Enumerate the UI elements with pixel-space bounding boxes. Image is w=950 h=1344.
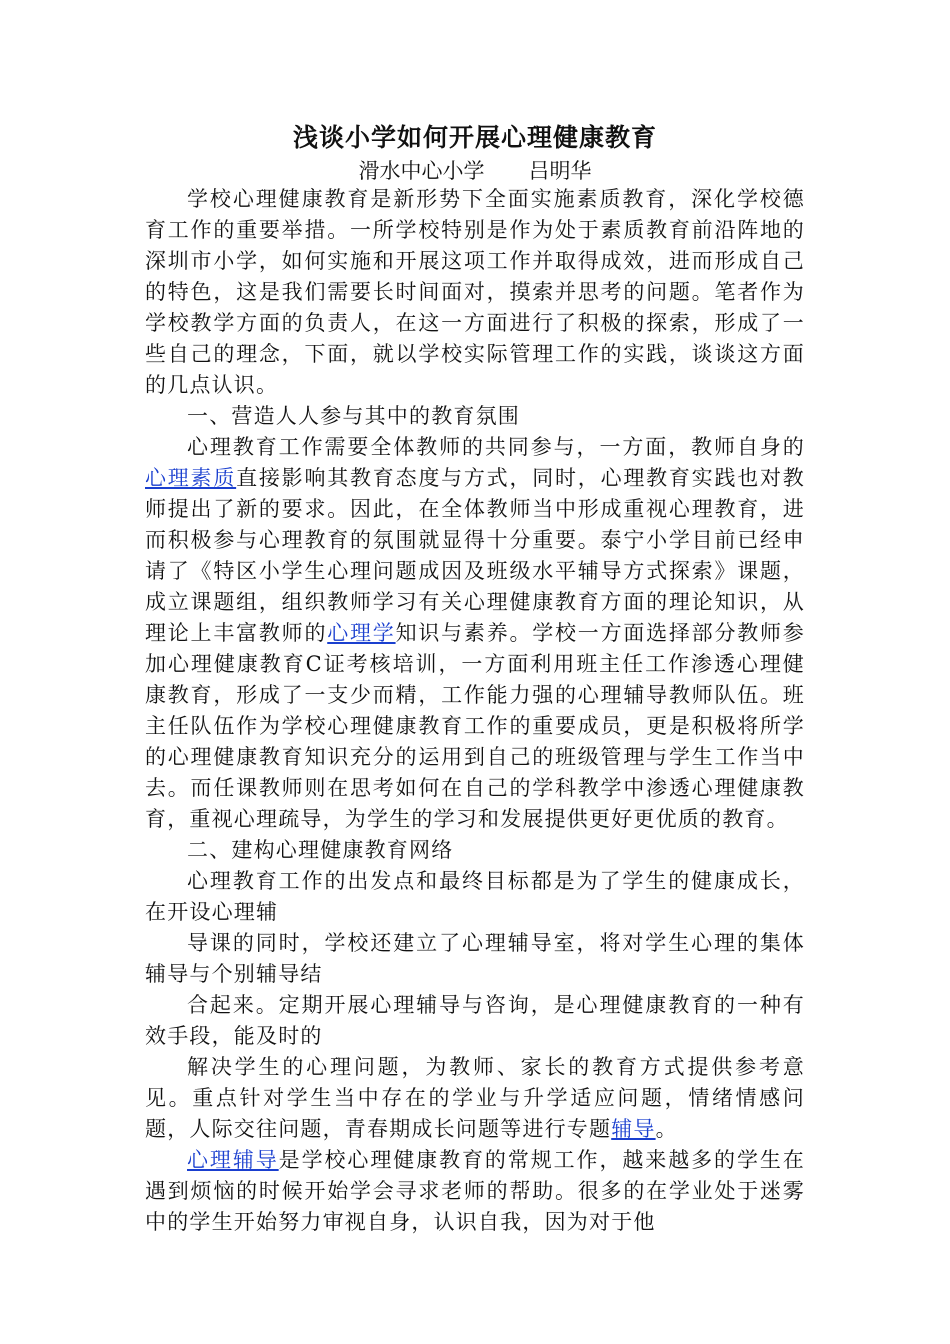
intro-paragraph: 学校心理健康教育是新形势下全面实施素质教育，深化学校德育工作的重要举措。一所学校特别是作为处于素质教育前沿阵地的深圳市小学，如何实施和开展这项工作并取得成效，进而形成自己的特色，这是我们需要长时间面对，摸索并思考的问题。笔者作为学校教学方面的负责人，在这一方面进行了积极的探索，形成了一些自己的理念，下面，就以学校实际管理工作的实践，谈谈这方面的几点认识。 xyxy=(145,187,805,397)
author-name: 吕明华 xyxy=(528,159,592,183)
section2-paragraph-5 xyxy=(145,1145,805,1238)
section1-text-a: 心理教育工作需要全体教师的共同参与，一方面，教师自身的 xyxy=(187,435,805,459)
section-heading-1: 一、营造人人参与其中的教育氛围 xyxy=(187,404,520,428)
section2-paragraph-2: 导课的同时，学校还建立了心理辅导室，将对学生心理的集体辅导与个别辅导结 xyxy=(145,931,805,986)
author-school: 滑水中心小学 xyxy=(358,159,485,183)
section2-p4-text: 解决学生的心理问题，为教师、家长的教育方式提供参考意见。重点针对学生当中存在的学业与升学适应问题，情绪情感问题，人际交往问题，青春期成长问题等进行专题 xyxy=(145,1055,805,1141)
section2-paragraph-4 xyxy=(145,1052,805,1145)
section2-paragraph-1: 心理教育工作的出发点和最终目标都是为了学生的健康成长，在开设心理辅 xyxy=(145,869,805,924)
document-page xyxy=(145,118,805,1238)
section2-p4-end: 。 xyxy=(655,1117,678,1141)
section2-paragraph-3: 合起来。定期开展心理辅导与咨询，是心理健康教育的一种有效手段，能及时的 xyxy=(145,993,805,1048)
link-psychological-quality[interactable]: 心理素质 xyxy=(145,466,237,490)
document-title: 浅谈小学如何开展心理健康教育 xyxy=(292,123,657,152)
link-psychological-counseling[interactable]: 心理辅导 xyxy=(187,1148,279,1172)
section1-paragraph xyxy=(145,432,805,835)
section2-p5-text: 是学校心理健康教育的常规工作，越来越多的学生在遇到烦恼的时候开始学会寻求老师的帮助。很多的在学业处于迷雾中的学生开始努力审视自身，认识自我，因为对于他 xyxy=(145,1148,805,1234)
section1-text-c: 知识与素养。学校一方面选择部分教师参加心理健康教育C证考核培训，一方面利用班主任工作渗透心理健康教育，形成了一支少而精，工作能力强的心理辅导教师队伍。班主任队伍作为学校心理健康教育工作的重要成员，更是积极将所学的心理健康教育知识充分的运用到自己的班级管理与学生工作当中去。而任课教师则在思考如何在自己的学科教学中渗透心理健康教育，重视心理疏导，为学生的学习和发展提供更好更优质的教育。 xyxy=(145,621,805,831)
link-psychology[interactable]: 心理学 xyxy=(327,621,396,645)
link-counseling[interactable]: 辅导 xyxy=(611,1117,656,1141)
author-line xyxy=(145,158,805,184)
section1-text-b: 直接影响其教育态度与方式，同时，心理教育实践也对教师提出了新的要求。因此，在全体教师当中形成重视心理教育，进而积极参与心理教育的氛围就显得十分重要。泰宁小学目前已经申请了《特区小学生心理问题成因及班级水平辅导方式探索》课题，成立课题组，组织教师学习有关心理健康教育方面的理论知识，从理论上丰富教师的 xyxy=(145,466,805,645)
section-heading-2: 二、建构心理健康教育网络 xyxy=(187,838,454,862)
